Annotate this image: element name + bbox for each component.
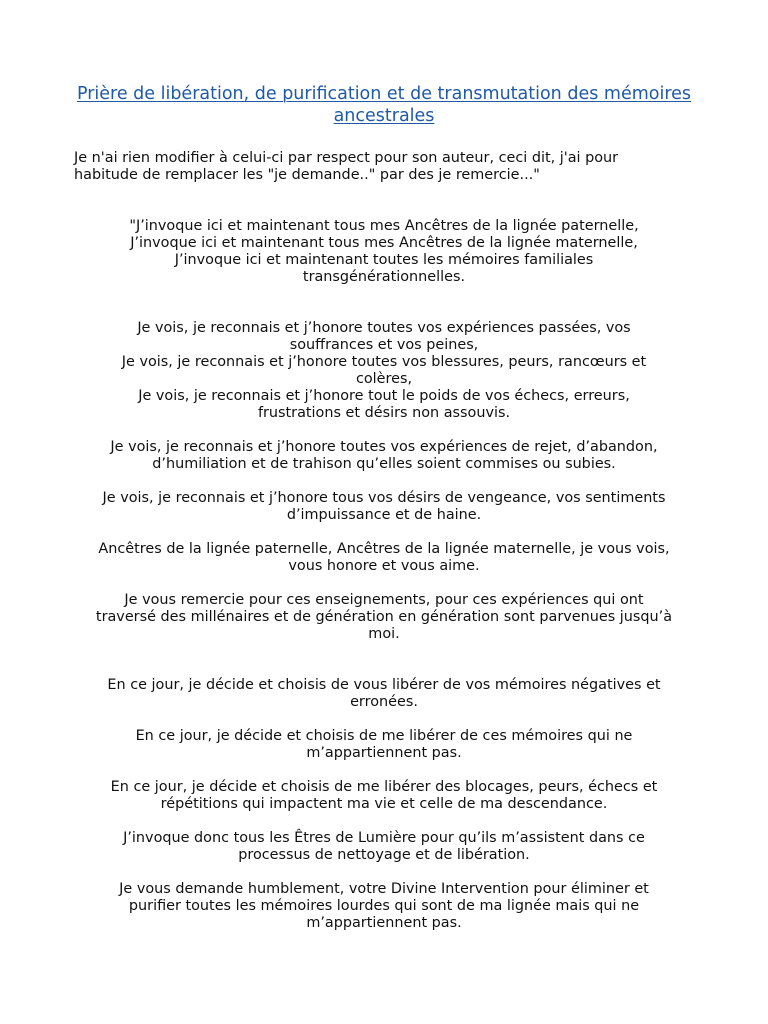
prayer-line: "J’invoque ici et maintenant tous mes Ancêtres de la lignée paternelle,	[129, 218, 639, 234]
prayer-line: Ancêtres de la lignée paternelle, Ancêtres de la lignée maternelle, je vous vois,	[98, 541, 670, 557]
prayer-line: J’invoque ici et maintenant tous mes Ancêtres de la lignée maternelle,	[130, 235, 638, 251]
prayer-line: répétitions qui impactent ma vie et celle de ma descendance.	[160, 796, 608, 812]
prayer-paragraph-release-me	[58, 728, 710, 762]
prayer-line: frustrations et désirs non assouvis.	[257, 405, 511, 421]
prayer-line: J’invoque donc tous les Êtres de Lumière pour qu’ils m’assistent dans ce	[123, 830, 645, 846]
prayer-paragraph-blockages	[58, 779, 710, 813]
document-title[interactable]: Prière de libération, de purification et de transmutation des mémoires ancestrales	[76, 84, 692, 126]
prayer-paragraph-divine-intervention	[58, 881, 710, 932]
prayer-paragraph-invocation	[58, 218, 710, 286]
prayer-line: processus de nettoyage et de libération.	[238, 847, 530, 863]
prayer-line: m’appartiennent pas.	[306, 745, 462, 761]
prayer-line: traversé des millénaires et de génération en génération sont parvenues jusqu’à	[95, 609, 673, 625]
prayer-line: J’invoque ici et maintenant toutes les mémoires familiales	[174, 252, 594, 268]
intro-line: Je n'ai rien modifier à celui-ci par respect pour son auteur, ceci dit, j'ai pour	[74, 150, 619, 166]
prayer-line: moi.	[368, 626, 400, 642]
prayer-line: d’impuissance et de haine.	[286, 507, 482, 523]
prayer-line: Je vous remercie pour ces enseignements, pour ces expériences qui ont	[124, 592, 644, 608]
prayer-line: Je vois, je reconnais et j’honore toutes vos blessures, peurs, rancœurs et	[121, 354, 647, 370]
prayer-line: colères,	[355, 371, 413, 387]
prayer-line: vous honore et vous aime.	[288, 558, 480, 574]
prayer-line: En ce jour, je décide et choisis de vous libérer de vos mémoires négatives et	[107, 677, 661, 693]
prayer-line: En ce jour, je décide et choisis de me libérer des blocages, peurs, échecs et	[110, 779, 658, 795]
prayer-line: souffrances et vos peines,	[289, 337, 479, 353]
prayer-line: Je vois, je reconnais et j’honore toutes vos expériences de rejet, d’abandon,	[110, 439, 658, 455]
prayer-paragraph-thanks	[58, 592, 710, 643]
prayer-paragraph-beings-of-light	[58, 830, 710, 864]
intro-paragraph	[74, 150, 714, 184]
prayer-paragraph-release-you	[58, 677, 710, 711]
prayer-line: Je vois, je reconnais et j’honore tous vos désirs de vengeance, vos sentiments	[102, 490, 666, 506]
prayer-paragraph-recognition	[58, 320, 710, 422]
prayer-line: erronées.	[350, 694, 418, 710]
prayer-line: transgénérationnelles.	[302, 269, 466, 285]
prayer-line: d’humiliation et de trahison qu’elles soient commises ou subies.	[152, 456, 616, 472]
prayer-paragraph-rejection	[58, 439, 710, 473]
prayer-paragraph-ancestors	[58, 541, 710, 575]
prayer-line: Je vois, je reconnais et j’honore tout le poids de vos échecs, erreurs,	[138, 388, 630, 404]
intro-line: habitude de remplacer les "je demande.." par des je remercie..."	[74, 167, 540, 183]
prayer-line: En ce jour, je décide et choisis de me libérer de ces mémoires qui ne	[135, 728, 633, 744]
prayer-line: purifier toutes les mémoires lourdes qui sont de ma lignée mais qui ne	[128, 898, 640, 914]
prayer-line: Je vois, je reconnais et j’honore toutes vos expériences passées, vos	[137, 320, 631, 336]
prayer-line: m’appartiennent pas.	[306, 915, 462, 931]
prayer-paragraph-vengeance	[58, 490, 710, 524]
prayer-line: Je vous demande humblement, votre Divine Intervention pour éliminer et	[119, 881, 649, 897]
